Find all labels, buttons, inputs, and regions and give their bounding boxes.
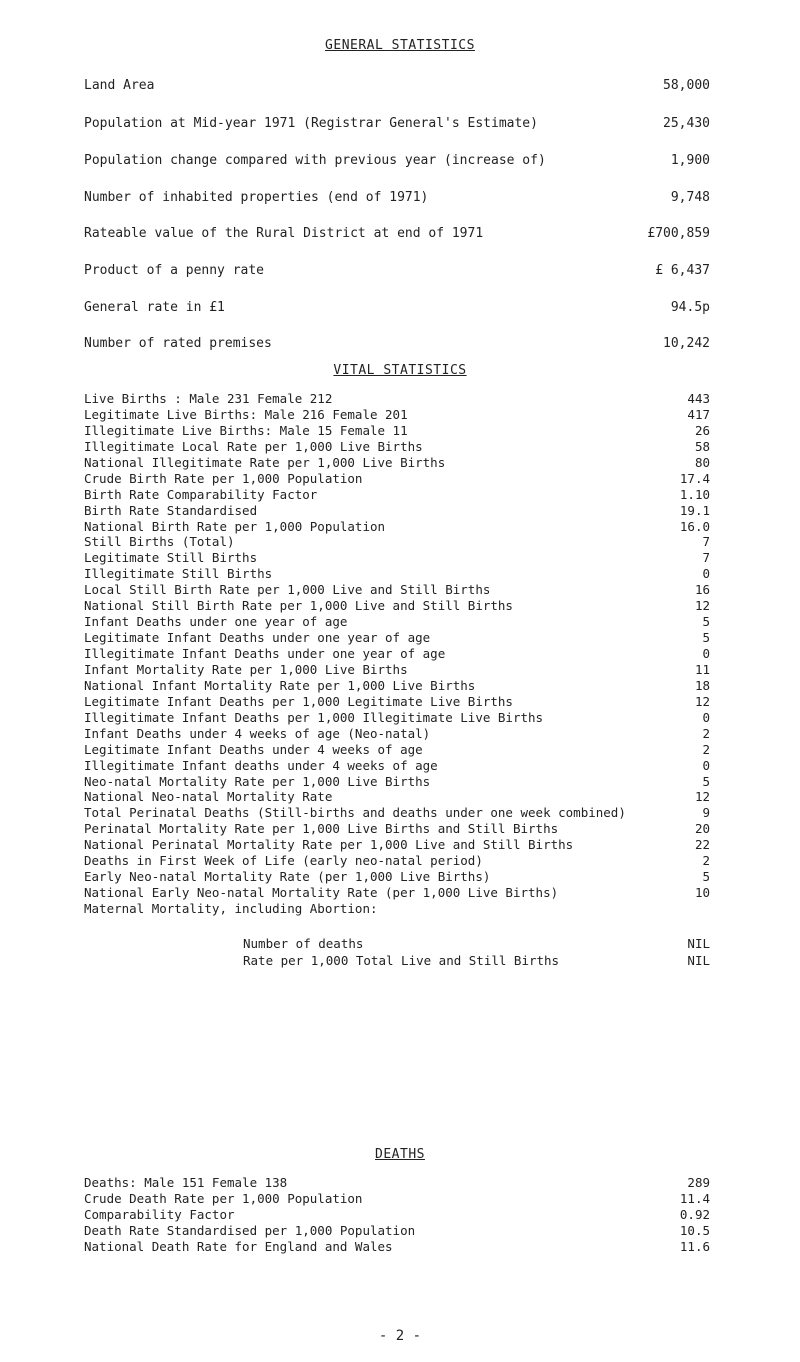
row-label: National Illegitimate Rate per 1,000 Live Births	[84, 454, 446, 470]
row-label: Land Area	[84, 78, 155, 93]
stat-row	[84, 630, 710, 646]
row-value: 12	[694, 598, 710, 614]
stat-row	[84, 885, 710, 901]
row-label: Birth Rate Comparability Factor	[84, 486, 318, 502]
row-label: National Infant Mortality Rate per 1,000 Live Births	[84, 677, 476, 693]
row-value: 10	[694, 885, 710, 901]
row-value: 0	[702, 646, 710, 661]
stat-row	[84, 1175, 710, 1191]
row-label: Maternal Mortality, including Abortion:	[84, 901, 378, 916]
row-label: National Death Rate for England and Wales	[84, 1239, 393, 1254]
stat-row	[84, 901, 710, 917]
row-label: Neo-natal Mortality Rate per 1,000 Live Births	[84, 773, 431, 789]
row-value: 2	[702, 741, 710, 757]
row-value: 25,430	[663, 116, 710, 131]
row-label: Number of rated premises	[84, 336, 272, 351]
row-value: 58,000	[663, 78, 710, 93]
row-value: 94.5p	[670, 300, 710, 315]
row-label: Crude Birth Rate per 1,000 Population	[84, 470, 363, 486]
row-value: 2	[702, 853, 710, 869]
stat-row	[84, 1223, 710, 1239]
stat-row	[84, 614, 710, 630]
stat-row	[84, 503, 710, 519]
row-value: 12	[694, 789, 710, 805]
stat-row	[84, 1191, 710, 1207]
row-value: 19.1	[679, 502, 710, 518]
row-label: National Perinatal Mortality Rate per 1,000 Live and Still Births	[84, 837, 574, 853]
row-label: Rate per 1,000 Total Live and Still Births	[243, 953, 560, 968]
row-label: Live Births : Male 231 Female 212	[84, 391, 333, 406]
maternal-row-number-of-deaths	[243, 936, 710, 951]
row-value: 11	[694, 661, 710, 677]
row-label: National Early Neo-natal Mortality Rate (per 1,000 Live Births)	[84, 885, 559, 901]
row-value: 11.6	[679, 1239, 710, 1254]
row-value: 7	[702, 550, 710, 566]
row-value: 26	[694, 422, 710, 438]
vital-statistics-heading: VITAL STATISTICS	[333, 363, 467, 378]
stat-row	[84, 534, 710, 550]
row-value: 9	[702, 805, 710, 821]
row-value: 5	[702, 630, 710, 646]
row-label: Crude Death Rate per 1,000 Population	[84, 1191, 363, 1206]
stat-row	[84, 758, 710, 774]
general-row-inhabited-properties	[84, 190, 710, 205]
row-value: 22	[694, 837, 710, 853]
row-label: Illegitimate Local Rate per 1,000 Live Births	[84, 438, 423, 454]
row-label: Legitimate Infant Deaths per 1,000 Legitimate Live Births	[84, 693, 513, 709]
row-label: Legitimate Live Births: Male 216 Female 201	[84, 406, 408, 422]
row-value: £ 6,437	[655, 263, 710, 278]
row-value: 16.0	[679, 518, 710, 534]
row-value: 5	[702, 773, 710, 789]
general-statistics-heading: GENERAL STATISTICS	[325, 38, 475, 53]
stat-row	[84, 407, 710, 423]
row-value: 0.92	[679, 1207, 710, 1222]
general-row-land-area	[84, 78, 710, 93]
stat-row	[84, 439, 710, 455]
stat-row	[84, 821, 710, 837]
stat-row	[84, 837, 710, 853]
row-label: Local Still Birth Rate per 1,000 Live and Still Births	[84, 582, 491, 598]
row-label: Rateable value of the Rural District at end of 1971	[84, 226, 484, 241]
row-label: Deaths: Male 151 Female 138	[84, 1175, 288, 1190]
row-label: Illegitimate Infant deaths under 4 weeks of age	[84, 757, 438, 773]
stat-row	[84, 550, 710, 566]
row-label: Still Births (Total)	[84, 534, 235, 550]
stat-row	[84, 789, 710, 805]
row-value: £700,859	[647, 226, 710, 241]
row-value: 443	[687, 391, 710, 406]
stat-row	[84, 805, 710, 821]
row-value: 18	[694, 677, 710, 693]
page-number: - 2 -	[378, 1328, 422, 1344]
row-label: Infant Deaths under one year of age	[84, 614, 348, 630]
row-label: Birth Rate Standardised	[84, 502, 258, 518]
general-row-rateable-value	[84, 226, 710, 241]
row-label: Deaths in First Week of Life (early neo-natal period)	[84, 853, 483, 869]
stat-row	[84, 774, 710, 790]
stat-row	[84, 582, 710, 598]
row-label: Legitimate Infant Deaths under 4 weeks of age	[84, 741, 423, 757]
row-label: Comparability Factor	[84, 1207, 235, 1222]
row-value: 80	[694, 454, 710, 470]
row-value: 9,748	[670, 190, 710, 205]
row-label: Product of a penny rate	[84, 263, 265, 278]
row-value: 1,900	[670, 153, 710, 168]
row-value: 5	[702, 614, 710, 630]
stat-row	[84, 726, 710, 742]
row-value: 5	[702, 869, 710, 885]
stat-row	[84, 1207, 710, 1223]
vital-statistics-list	[84, 391, 710, 917]
stat-row	[84, 455, 710, 471]
row-value: 20	[694, 821, 710, 837]
row-label: Infant Mortality Rate per 1,000 Live Births	[84, 661, 408, 677]
row-label: Infant Deaths under 4 weeks of age (Neo-natal)	[84, 725, 431, 741]
row-label: Illegitimate Live Births: Male 15 Female 11	[84, 422, 408, 438]
row-value: 1.10	[679, 486, 710, 502]
stat-row	[84, 1239, 710, 1255]
row-value: 10.5	[679, 1223, 710, 1238]
row-value: 0	[702, 566, 710, 582]
stat-row	[84, 678, 710, 694]
stat-row	[84, 471, 710, 487]
general-row-population	[84, 116, 710, 131]
row-label: Early Neo-natal Mortality Rate (per 1,000 Live Births)	[84, 869, 491, 885]
row-value: 16	[694, 582, 710, 598]
row-label: Perinatal Mortality Rate per 1,000 Live Births and Still Births	[84, 821, 559, 837]
stat-row	[84, 519, 710, 535]
row-value: NIL	[687, 936, 710, 951]
stat-row	[84, 869, 710, 885]
row-label: National Birth Rate per 1,000 Population	[84, 518, 386, 534]
row-label: Number of deaths	[243, 936, 364, 951]
stat-row	[84, 487, 710, 503]
stat-row	[84, 694, 710, 710]
row-value: 289	[687, 1175, 710, 1190]
general-row-general-rate	[84, 300, 710, 315]
row-label: Death Rate Standardised per 1,000 Population	[84, 1223, 416, 1238]
row-value: 2	[702, 725, 710, 741]
row-value: 7	[702, 534, 710, 550]
stat-row	[84, 646, 710, 662]
stat-row	[84, 742, 710, 758]
general-row-rated-premises	[84, 336, 710, 351]
row-label: National Neo-natal Mortality Rate	[84, 789, 333, 805]
row-label: Illegitimate Infant Deaths per 1,000 Illegitimate Live Births	[84, 709, 544, 725]
row-label: Legitimate Still Births	[84, 550, 258, 566]
stat-row	[84, 391, 710, 407]
row-value: 10,242	[663, 336, 710, 351]
row-label: Illegitimate Still Births	[84, 566, 273, 582]
row-value: 417	[687, 406, 710, 422]
row-label: Population at Mid-year 1971 (Registrar General's Estimate)	[84, 116, 538, 131]
row-label: Legitimate Infant Deaths under one year of age	[84, 630, 431, 646]
row-label: Total Perinatal Deaths (Still-births and deaths under one week combined)	[84, 805, 626, 821]
stat-row	[84, 662, 710, 678]
deaths-list	[84, 1175, 710, 1255]
row-label: National Still Birth Rate per 1,000 Live and Still Births	[84, 598, 513, 614]
deaths-heading: DEATHS	[375, 1147, 425, 1162]
row-value: 58	[694, 438, 710, 454]
row-label: Population change compared with previous year (increase of)	[84, 153, 546, 168]
row-value: 0	[702, 709, 710, 725]
row-value: 12	[694, 693, 710, 709]
general-row-penny-rate	[84, 263, 710, 278]
stat-row	[84, 598, 710, 614]
row-label: General rate in £1	[84, 300, 225, 315]
row-label: Number of inhabited properties (end of 1971)	[84, 190, 429, 205]
stat-row	[84, 423, 710, 439]
row-value: 17.4	[679, 470, 710, 486]
row-label: Illegitimate Infant Deaths under one year of age	[84, 646, 446, 661]
general-row-population-change	[84, 153, 710, 168]
stat-row	[84, 566, 710, 582]
maternal-row-rate	[243, 953, 710, 968]
row-value: 11.4	[679, 1191, 710, 1206]
row-value: NIL	[687, 953, 710, 968]
stat-row	[84, 853, 710, 869]
stat-row	[84, 710, 710, 726]
row-value: 0	[702, 757, 710, 773]
